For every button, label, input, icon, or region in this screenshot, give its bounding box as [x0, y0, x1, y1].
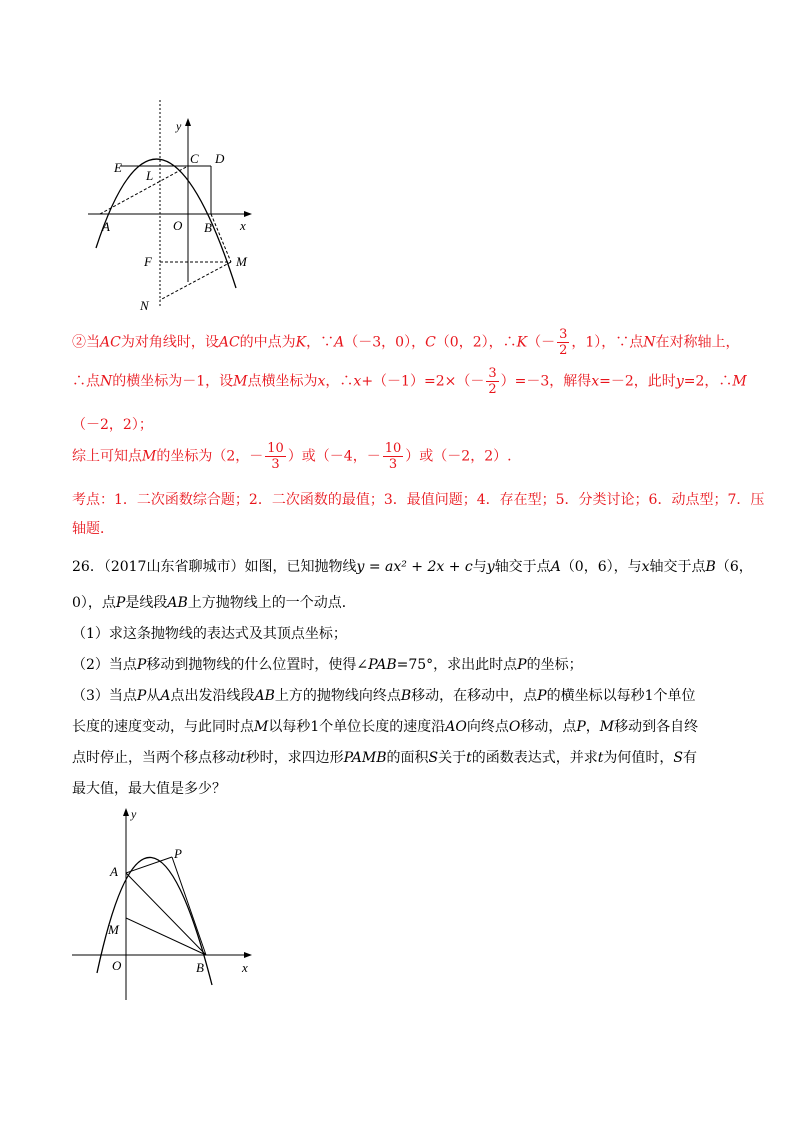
label-a: A	[110, 864, 118, 879]
label-e: E	[114, 160, 122, 175]
label-c: C	[190, 151, 199, 166]
label-o: O	[112, 958, 122, 973]
solution-line-4: 综上可知点M的坐标为（2，－ $\frac{10}{3}$ ）或（－4，－ $\frac{10}{3}$ ）或（－2，2）.	[72, 441, 512, 472]
fraction-10-3: $\frac{10}{3}$	[267, 441, 284, 472]
label-y: y	[131, 807, 137, 821]
label-n: N	[140, 298, 149, 313]
question-1: （1）求这条抛物线的表达式及其顶点坐标；	[72, 626, 347, 642]
label-p: P	[174, 846, 182, 861]
fraction-3-2: $\frac{3}{2}$	[488, 366, 497, 397]
label-f: F	[144, 254, 152, 269]
question-3-line-2: 长度的速度变动，与此同时点M以每秒1个单位长度的速度沿AO向终点O移动，点P，M移动到各自终	[72, 719, 699, 735]
question-3-line-3: 点时停止，当两个移点移动t秒时，求四边形PAMB的面积S关于t的函数表达式，并求t为何值时，S有	[72, 750, 697, 766]
segment-ab	[126, 873, 206, 955]
question-2: （2）当点P移动到抛物线的什么位置时，使得∠PAB=75°，求出此时点P的坐标；	[72, 657, 583, 673]
segment-pb	[172, 857, 206, 955]
question-3-line-1: （3）当点P从A点出发沿线段AB上方的抛物线向终点B移动，在移动中，点P的横坐标以每秒1个单位	[72, 688, 696, 704]
label-l: L	[146, 168, 154, 183]
label-b: B	[196, 960, 204, 975]
y-arrow-icon	[185, 118, 191, 126]
segment-mn	[160, 262, 231, 300]
kaodian-line-1: 考点：1．二次函数综合题；2．二次函数的最值；3．最值问题；4．存在型；5．分类讨论；6．动点型；7．压	[72, 492, 765, 508]
solution-line-1: ②当AC为对角线时，设AC的中点为K，∵A（－3，0），C（0，2），∴K（－ $\frac{3}{2}$ ，1），∵点N在对称轴上，	[72, 327, 740, 358]
kaodian-line-2: 轴题．	[72, 521, 114, 537]
label-m: M	[236, 254, 247, 269]
label-y: y	[176, 119, 182, 133]
y-arrow-icon	[123, 808, 129, 816]
label-o: O	[173, 218, 183, 233]
figure-1-parabola-diagram	[80, 95, 260, 320]
fraction-10-3: $\frac{10}{3}$	[384, 441, 402, 472]
fraction-3-2: $\frac{3}{2}$	[559, 327, 568, 358]
label-b: B	[204, 220, 212, 235]
segment-bm	[211, 214, 231, 262]
label-x: x	[242, 960, 248, 975]
x-arrow-icon	[244, 211, 252, 217]
solution-line-3: （－2，2）；	[72, 417, 153, 433]
question-3-line-4: 最大值，最大值是多少？	[72, 781, 226, 797]
figure-2-parabola-diagram	[70, 805, 260, 1005]
x-arrow-icon	[244, 952, 252, 958]
problem-line-1: 26．（2017山东省聊城市）如图，已知抛物线y = ax² + 2x + c与y轴交于点A（0，6），与x轴交于点B（6，	[72, 559, 753, 575]
label-x: x	[240, 218, 246, 233]
problem-line-2: 0），点P是线段AB上方抛物线上的一个动点．	[72, 595, 356, 611]
label-a: A	[102, 219, 110, 234]
label-d: D	[215, 151, 225, 166]
solution-line-2: ∴点N的横坐标为－1，设M点横坐标为x，∴x+（－1）=2×（－ $\frac{3}{2}$ ）=－3，解得x=－2，此时y=2，∴M	[72, 366, 747, 397]
label-m: M	[108, 922, 119, 937]
